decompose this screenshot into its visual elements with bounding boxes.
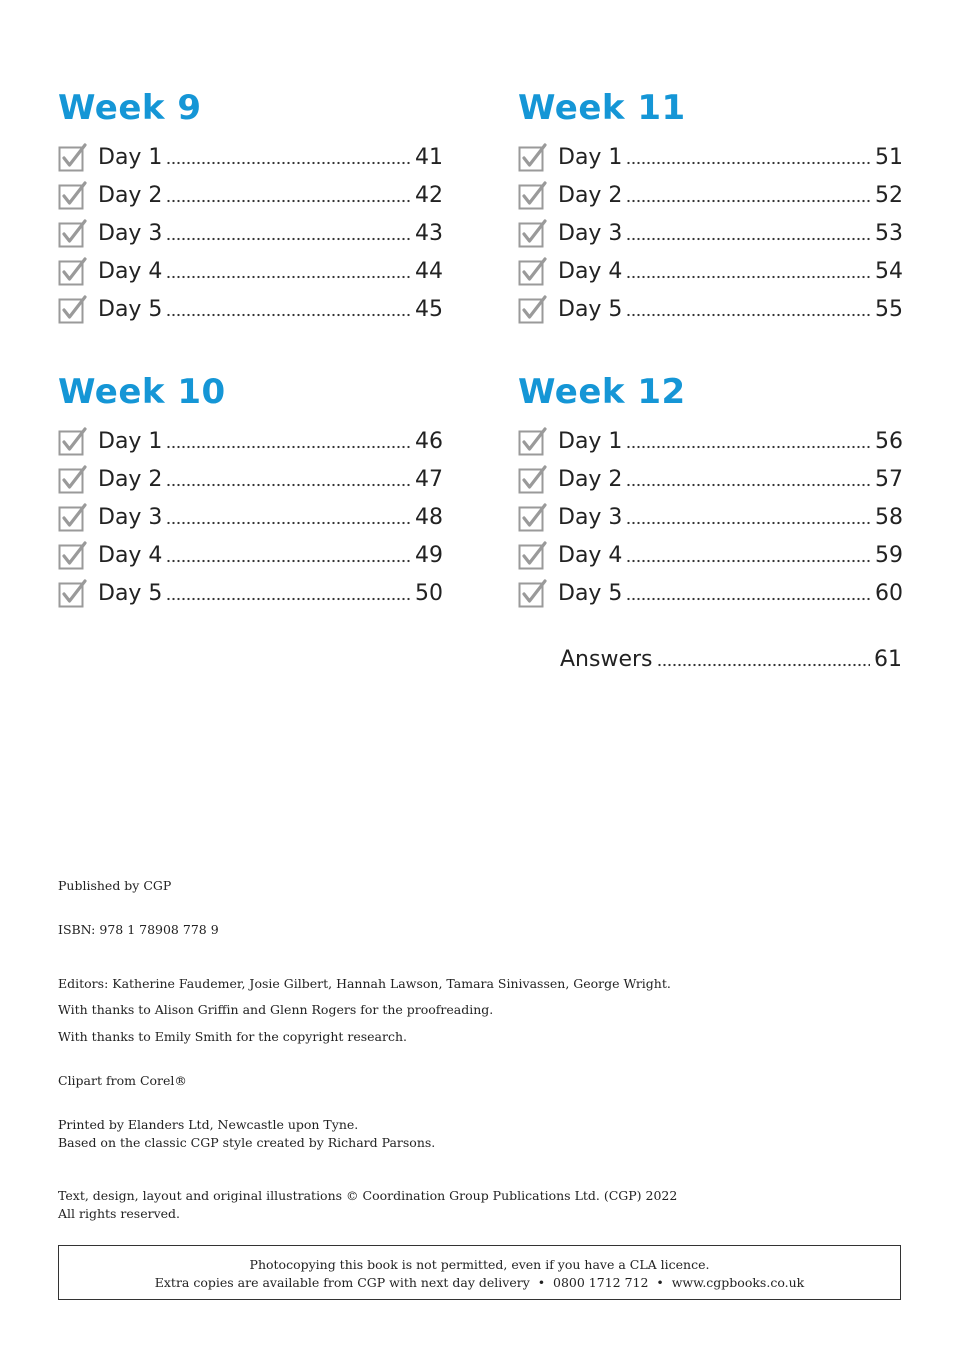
day-label: Day 1 — [98, 144, 163, 170]
day-label: Day 2 — [558, 466, 623, 492]
page-number: 48 — [415, 504, 443, 530]
day-entry — [518, 498, 903, 536]
isbn-line: ISBN: 978 1 78908 778 9 — [58, 922, 219, 937]
checkbox-tick-icon[interactable] — [58, 578, 88, 608]
day-label: Day 5 — [98, 580, 163, 606]
editors-line: Editors: Katherine Faudemer, Josie Gilbert, Hannah Lawson, Tamara Sinivassen, George Wright. — [58, 976, 671, 991]
day-label: Day 5 — [558, 296, 623, 322]
page-number: 56 — [875, 428, 903, 454]
page-number: 43 — [415, 220, 443, 246]
proofreading-line: With thanks to Alison Griffin and Glenn Rogers for the proofreading. — [58, 1002, 494, 1017]
photocopy-notice-box — [58, 1245, 901, 1300]
week-12-section — [518, 370, 903, 612]
day-label: Day 4 — [558, 258, 623, 284]
style-line: Based on the classic CGP style created by Richard Parsons. — [58, 1135, 436, 1150]
day-label: Day 3 — [558, 220, 623, 246]
page-number: 44 — [415, 258, 443, 284]
notice-line-2: Extra copies are available from CGP with next day delivery • 0800 1712 712 • www.cgpbooks.co.uk — [154, 1275, 805, 1290]
page-number: 52 — [875, 182, 903, 208]
checkbox-tick-icon[interactable] — [58, 142, 88, 172]
day-entry — [58, 536, 443, 574]
day-label: Day 4 — [98, 542, 163, 568]
copyright-line: Text, design, layout and original illustrations © Coordination Group Publications Ltd. (CGP) 2022 — [58, 1188, 678, 1203]
checkbox-tick-icon[interactable] — [518, 218, 548, 248]
day-entry — [518, 574, 903, 612]
day-label: Day 5 — [558, 580, 623, 606]
day-label: Day 3 — [98, 504, 163, 530]
checkbox-tick-icon[interactable] — [58, 180, 88, 210]
dot-leader — [166, 185, 411, 205]
week-10-section — [58, 370, 443, 612]
answers-page-number: 61 — [874, 646, 902, 672]
page-number: 49 — [415, 542, 443, 568]
checkbox-tick-icon[interactable] — [518, 294, 548, 324]
answers-label: Answers — [560, 646, 653, 672]
dot-leader — [626, 299, 871, 319]
page-number: 60 — [875, 580, 903, 606]
day-label: Day 2 — [98, 466, 163, 492]
day-entry — [518, 176, 903, 214]
day-entry — [518, 460, 903, 498]
dot-leader — [626, 147, 871, 167]
week-title: Week 9 — [58, 88, 202, 128]
day-entry — [58, 422, 443, 460]
dot-leader — [166, 469, 411, 489]
checkbox-tick-icon[interactable] — [518, 426, 548, 456]
day-entry — [518, 422, 903, 460]
day-entry — [58, 176, 443, 214]
dot-leader — [626, 261, 871, 281]
publisher-line: Published by CGP — [58, 878, 172, 893]
week-9-section — [58, 86, 443, 328]
answers-entry — [560, 643, 902, 675]
printed-line: Printed by Elanders Ltd, Newcastle upon Tyne. — [58, 1117, 359, 1132]
page-number: 59 — [875, 542, 903, 568]
page-number: 42 — [415, 182, 443, 208]
checkbox-tick-icon[interactable] — [518, 540, 548, 570]
day-label: Day 4 — [558, 542, 623, 568]
dot-leader — [166, 261, 411, 281]
notice-line-1: Photocopying this book is not permitted, even if you have a CLA licence. — [249, 1257, 710, 1272]
page-number: 50 — [415, 580, 443, 606]
checkbox-tick-icon[interactable] — [518, 578, 548, 608]
week-11-section — [518, 86, 903, 328]
day-label: Day 3 — [98, 220, 163, 246]
dot-leader — [166, 431, 411, 451]
checkbox-tick-icon[interactable] — [58, 426, 88, 456]
day-entry — [58, 138, 443, 176]
page-number: 51 — [875, 144, 903, 170]
dot-leader — [166, 507, 411, 527]
day-label: Day 1 — [98, 428, 163, 454]
day-entry — [518, 252, 903, 290]
dot-leader — [626, 507, 871, 527]
dot-leader — [166, 147, 411, 167]
dot-leader — [166, 583, 411, 603]
checkbox-tick-icon[interactable] — [58, 294, 88, 324]
dot-leader — [626, 431, 871, 451]
day-entry — [58, 498, 443, 536]
page-number: 45 — [415, 296, 443, 322]
checkbox-tick-icon[interactable] — [518, 502, 548, 532]
day-label: Day 1 — [558, 428, 623, 454]
day-entry — [58, 460, 443, 498]
day-entry — [518, 138, 903, 176]
dot-leader — [166, 223, 411, 243]
dot-leader — [657, 649, 871, 669]
checkbox-tick-icon[interactable] — [58, 464, 88, 494]
day-entry — [518, 536, 903, 574]
rights-line: All rights reserved. — [58, 1206, 181, 1221]
page-number: 55 — [875, 296, 903, 322]
dot-leader — [626, 583, 871, 603]
dot-leader — [166, 545, 411, 565]
page-number: 46 — [415, 428, 443, 454]
week-title: Week 10 — [58, 372, 226, 412]
dot-leader — [626, 469, 871, 489]
checkbox-tick-icon[interactable] — [58, 502, 88, 532]
day-label: Day 2 — [98, 182, 163, 208]
page-number: 53 — [875, 220, 903, 246]
clipart-line: Clipart from Corel® — [58, 1073, 187, 1088]
week-title: Week 12 — [518, 372, 686, 412]
day-entry — [58, 574, 443, 612]
day-entry — [518, 214, 903, 252]
checkbox-tick-icon[interactable] — [518, 142, 548, 172]
page-number: 54 — [875, 258, 903, 284]
page-number: 41 — [415, 144, 443, 170]
checkbox-tick-icon[interactable] — [518, 180, 548, 210]
checkbox-tick-icon[interactable] — [518, 464, 548, 494]
dot-leader — [626, 545, 871, 565]
checkbox-tick-icon[interactable] — [58, 256, 88, 286]
day-label: Day 2 — [558, 182, 623, 208]
week-title: Week 11 — [518, 88, 686, 128]
day-entry — [58, 290, 443, 328]
checkbox-tick-icon[interactable] — [518, 256, 548, 286]
day-entry — [518, 290, 903, 328]
page-number: 57 — [875, 466, 903, 492]
page-number: 47 — [415, 466, 443, 492]
day-entry — [58, 252, 443, 290]
checkbox-tick-icon[interactable] — [58, 540, 88, 570]
dot-leader — [166, 299, 411, 319]
copyright-research-line: With thanks to Emily Smith for the copyright research. — [58, 1029, 407, 1044]
day-label: Day 1 — [558, 144, 623, 170]
day-label: Day 4 — [98, 258, 163, 284]
dot-leader — [626, 185, 871, 205]
dot-leader — [626, 223, 871, 243]
checkbox-tick-icon[interactable] — [58, 218, 88, 248]
day-label: Day 5 — [98, 296, 163, 322]
day-label: Day 3 — [558, 504, 623, 530]
day-entry — [58, 214, 443, 252]
page-number: 58 — [875, 504, 903, 530]
